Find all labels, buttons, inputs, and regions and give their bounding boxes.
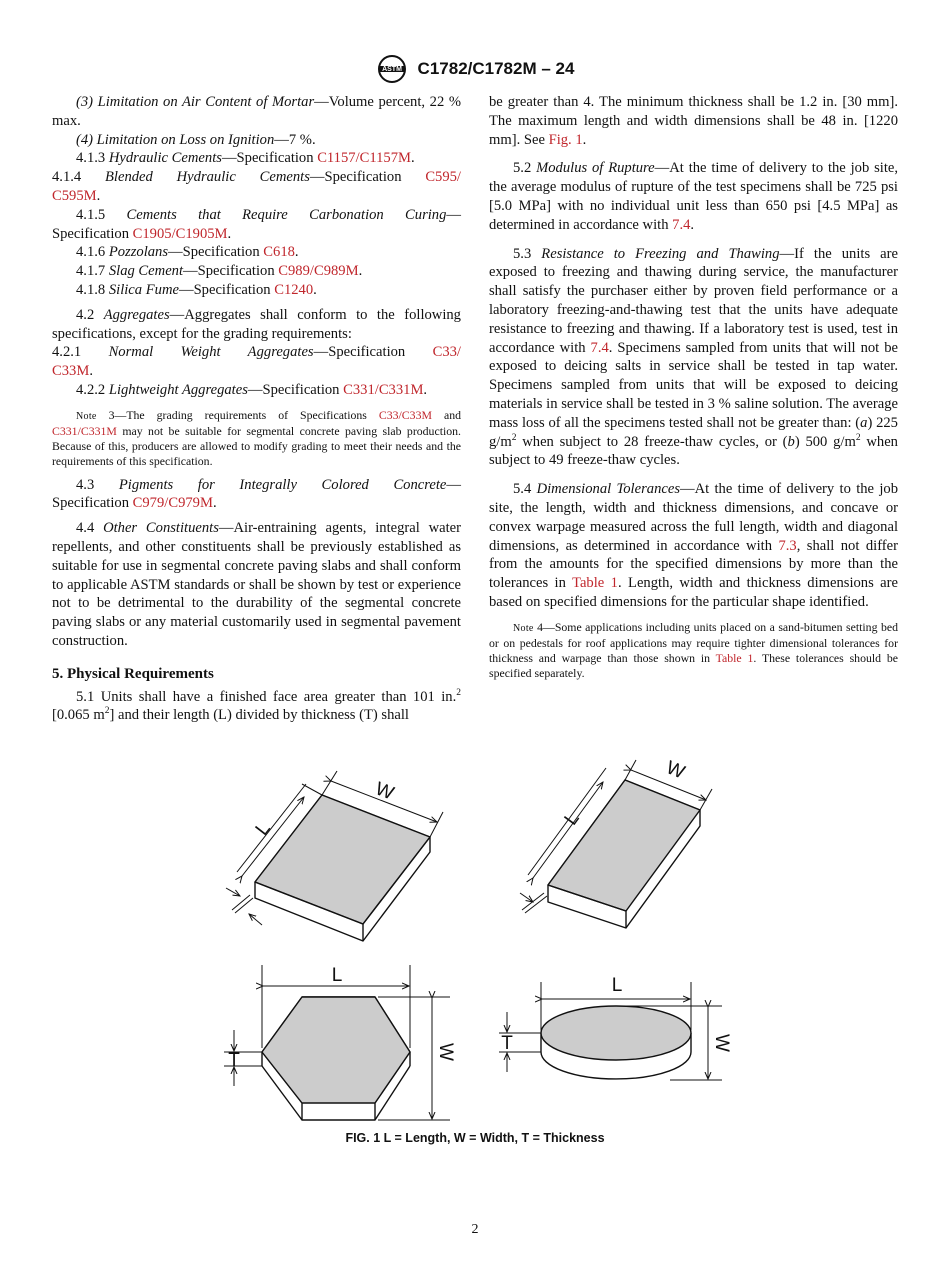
section-4-1-4-cont: C595M. bbox=[52, 187, 101, 204]
section-4-1-6: 4.1.6 Pozzolans—Specification C618. bbox=[76, 244, 299, 261]
hex-thickness-label: T bbox=[228, 1050, 240, 1071]
round-thickness-label: T bbox=[501, 1033, 513, 1054]
ref-link[interactable]: 7.4 bbox=[590, 339, 609, 356]
section-4-3: 4.3 Pigments for Integrally Colored Concrete— bbox=[76, 476, 461, 493]
astm-logo-icon bbox=[376, 54, 408, 84]
square-slab-shape bbox=[255, 795, 430, 941]
heading-physical-requirements: 5. Physical Requirements bbox=[52, 665, 214, 682]
left-column bbox=[52, 93, 461, 725]
round-length-label: L bbox=[611, 975, 623, 996]
section-4-1-5: 4.1.5 Cements that Require Carbonation Curing— bbox=[76, 206, 461, 223]
section-5-2: 5.2 Modulus of Rupture—At the time of delivery to the job site, the average modulus of rupture of the test specimens shall be 725 psi [5.0 MPa] with no individual unit less than 650 psi [4.5 MPa] as determined in accordance with 7.4. bbox=[489, 160, 899, 233]
section-4-2-1: 4.2.1 Normal Weight Aggregates—Specification C33/ bbox=[52, 344, 461, 361]
ref-link[interactable]: C1240 bbox=[274, 281, 314, 298]
slab1-length-label: L bbox=[251, 818, 275, 840]
ref-link[interactable]: C595M bbox=[52, 187, 97, 204]
note-3: Note 3—The grading requirements of Specifications C33/C33M and C331/C331M may not be suitable for segmental concrete paving slab production. Because of this, producers are allowed to modify grading to meet their needs and the requirements of this specification. bbox=[52, 407, 461, 469]
round-width-label: W bbox=[711, 1034, 732, 1052]
document-id: C1782/C1782M – 24 bbox=[417, 59, 575, 78]
ref-link[interactable]: Table 1 bbox=[572, 575, 618, 592]
ref-link[interactable]: C979/C979M bbox=[132, 495, 213, 512]
ref-link[interactable]: 7.3 bbox=[778, 537, 797, 554]
para-limitation-ignition: (4) Limitation on Loss on Ignition—7 %. bbox=[76, 131, 316, 148]
section-4-1-7: 4.1.7 Slag Cement—Specification C989/C989M. bbox=[76, 263, 363, 280]
figure-1-diagram bbox=[0, 750, 950, 1150]
ref-link[interactable]: C1905/C1905M bbox=[132, 225, 228, 242]
section-5-1: 5.1 Units shall have a finished face area greater than 101 in.$^2$ [0.065 $m^2$] and their length (L) divided by thickness (T) shall bbox=[52, 687, 461, 724]
section-4-1-8: 4.1.8 Silica Fume—Specification C1240. bbox=[76, 281, 317, 298]
note-4: Note 4—Some applications including units placed on a sand-bitumen setting bed or on pedestals for roof applications may require tighter dimensional tolerances for thickness and warpage than those shown in Table 1. These tolerances should be specified separately. bbox=[489, 619, 898, 681]
ref-link[interactable]: C331/C331M bbox=[343, 381, 424, 398]
hex-width-label: W bbox=[435, 1043, 456, 1061]
ref-link[interactable]: C989/C989M bbox=[278, 263, 359, 280]
ref-link[interactable]: C33M bbox=[52, 363, 90, 380]
section-5-1-cont: be greater than 4. The minimum thickness shall be 1.2 in. [30 mm]. The maximum length and width dimensions shall be 48 in. [1220 mm]. See Fig. 1. bbox=[489, 94, 898, 148]
rectangle-slab-shape bbox=[548, 780, 700, 928]
section-4-2: 4.2 Aggregates—Aggregates shall conform to the following specifications, except for the grading requirements: bbox=[52, 306, 461, 342]
ref-link[interactable]: C33/ bbox=[432, 344, 461, 361]
section-4-4: 4.4 Other Constituents—Air-entraining agents, integral water repellents, and other constituents shall be previously established as suitable for use in segmental concrete paving slabs and shall conform to applicable ASTM standards or shall be shown by test or experience not to be detrimental to the durability of the segmental concrete paving slabs or any material customarily used in segmental pavement construction. bbox=[52, 520, 461, 649]
section-4-1-3: 4.1.3 Hydraulic Cements—Specification C1157/C1157M. bbox=[76, 150, 415, 167]
section-4-2-1-cont: C33M. bbox=[52, 363, 93, 380]
round-slab-shape bbox=[541, 1006, 691, 1079]
ref-link[interactable]: 7.4 bbox=[672, 216, 691, 233]
section-4-2-2: 4.2.2 Lightweight Aggregates—Specification C331/C331M. bbox=[76, 381, 428, 398]
ref-link[interactable]: Fig. 1 bbox=[548, 131, 583, 148]
section-4-3-cont: Specification C979/C979M. bbox=[52, 495, 217, 512]
ref-link[interactable]: Table 1 bbox=[715, 651, 754, 666]
section-4-1-5-cont: Specification C1905/C1905M. bbox=[52, 225, 232, 242]
page-number: 2 bbox=[471, 1222, 479, 1237]
right-column bbox=[489, 93, 898, 682]
figure-caption: FIG. 1 L = Length, W = Width, T = Thickness bbox=[345, 1131, 605, 1145]
section-4-1-4: 4.1.4 Blended Hydraulic Cements—Specification C595/ bbox=[52, 169, 461, 186]
slab2-width-label: W bbox=[663, 757, 688, 784]
hexagon-slab-shape bbox=[262, 997, 410, 1120]
hex-length-label: L bbox=[331, 965, 343, 986]
ref-link[interactable]: C331/C331M bbox=[52, 423, 117, 438]
ref-link[interactable]: C33/C33M bbox=[378, 407, 432, 422]
ref-link[interactable]: C1157/C1157M bbox=[317, 150, 411, 167]
section-5-3: 5.3 Resistance to Freezing and Thawing—If the units are exposed to freezing and thawing during service, the manufacturer shall satisfy the purchaser either by proven field performance or a laboratory freezing-and-thawing test that the units have adequate resistance to freezing and thawing. If a laboratory test is used, test in accordance with 7.4. Specimens sampled from units that will not be exposed to deicing salts in service shall be tested in tap water. Specimens sampled from units that will be exposed to deicing materials in service shall be tested in 3 % saline solution. The average mass loss of all the specimens tested shall not be greater than: (a) 225 $g/m^2$ when subject to 28 freeze-thaw cycles, or (b) 500 $g/m^2$ when subject to 49 freeze-thaw cycles. bbox=[489, 245, 898, 469]
astm-logo-text: ASTM bbox=[381, 66, 402, 73]
page-header bbox=[0, 54, 950, 84]
slab1-width-label: W bbox=[372, 778, 397, 805]
section-5-4: 5.4 Dimensional Tolerances—At the time of delivery to the job site, the length, width and thickness dimensions, and concave or convex warpage measured across the full length, width and diagonal dimensions, as determined in accordance with 7.3, shall not differ from the amounts for the specified dimensions by more than the tolerances in Table 1. Length, width and thickness dimensions are based on specified dimensions for the particular shape identified. bbox=[489, 481, 898, 610]
para-limitation-air: (3) Limitation on Air Content of Mortar—Volume percent, 22 % max. bbox=[52, 94, 462, 129]
ref-link[interactable]: C618 bbox=[263, 244, 295, 261]
ref-link[interactable]: C595/ bbox=[425, 169, 461, 186]
slab2-length-label: L bbox=[560, 808, 584, 830]
